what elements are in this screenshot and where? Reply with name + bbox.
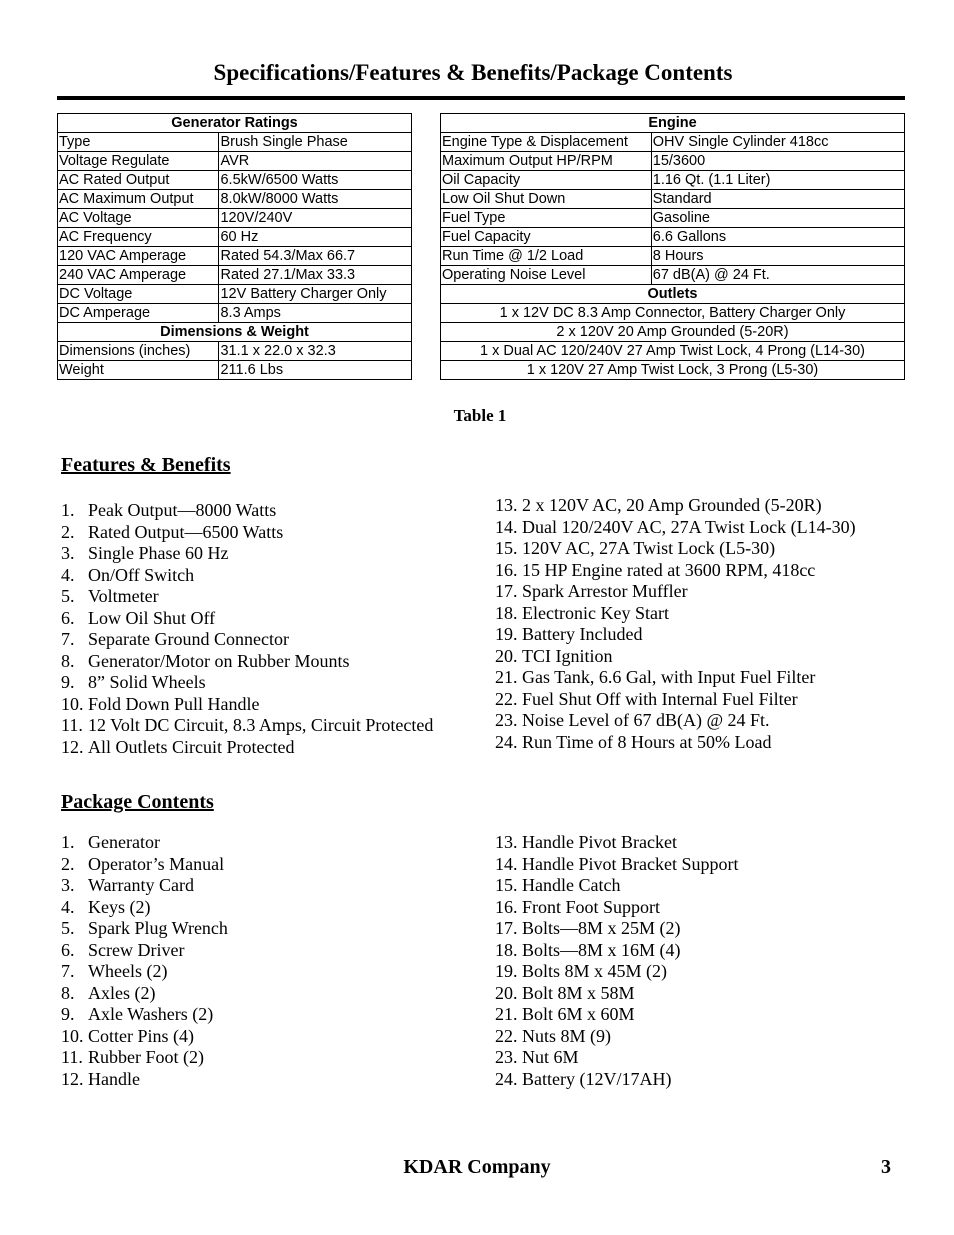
list-item xyxy=(61,543,433,565)
features-heading: Features & Benefits xyxy=(61,454,231,476)
list-item-text: Voltmeter xyxy=(88,586,159,606)
spec-label: 120 VAC Amperage xyxy=(58,247,219,266)
list-item-number: 19. xyxy=(495,624,518,644)
generator-ratings-header: Generator Ratings xyxy=(58,114,412,133)
spec-label: Maximum Output HP/RPM xyxy=(441,152,652,171)
list-item-number: 5. xyxy=(61,918,75,938)
list-item-number: 2. xyxy=(61,853,75,874)
list-item-number: 13. xyxy=(495,495,518,515)
list-item-text: 120V AC, 27A Twist Lock (L5-30) xyxy=(522,538,776,558)
list-item-number: 5. xyxy=(61,586,75,606)
list-item-number: 17. xyxy=(495,581,518,601)
spec-value: Standard xyxy=(651,190,904,209)
list-item-text: Handle Catch xyxy=(522,875,621,895)
list-item-number: 22. xyxy=(495,1025,518,1046)
list-item xyxy=(61,715,433,737)
engine-table xyxy=(440,113,905,380)
list-item-text: Gas Tank, 6.6 Gal, with Input Fuel Filter xyxy=(522,667,816,687)
spec-label: DC Amperage xyxy=(58,304,219,323)
list-item xyxy=(495,710,856,732)
list-item-number: 12. xyxy=(61,736,84,757)
spec-label: AC Frequency xyxy=(58,228,219,247)
spec-label: Fuel Capacity xyxy=(441,228,652,247)
list-item-text: Cotter Pins (4) xyxy=(88,1025,194,1046)
list-item-text: Single Phase 60 Hz xyxy=(88,543,229,563)
list-item-text: 12 Volt DC Circuit, 8.3 Amps, Circuit Protected xyxy=(88,715,434,735)
list-item-number: 15. xyxy=(495,538,518,558)
list-item-text: Peak Output—8000 Watts xyxy=(88,500,277,520)
list-item xyxy=(61,651,433,673)
spec-value: 67 dB(A) @ 24 Ft. xyxy=(651,266,904,285)
list-item xyxy=(61,918,228,940)
list-item-number: 18. xyxy=(495,939,518,960)
list-item-text: Warranty Card xyxy=(88,875,195,895)
list-item-number: 7. xyxy=(61,629,75,649)
list-item-text: Battery (12V/17AH) xyxy=(522,1068,672,1089)
list-item-number: 11. xyxy=(61,1047,83,1067)
list-item xyxy=(495,983,738,1005)
list-item-text: 8” Solid Wheels xyxy=(88,672,206,692)
list-item-number: 1. xyxy=(61,832,75,852)
list-item-text: Bolt 6M x 60M xyxy=(522,1004,635,1024)
list-item-number: 7. xyxy=(61,961,75,981)
spec-label: AC Rated Output xyxy=(58,171,219,190)
table-row xyxy=(441,323,905,342)
spec-value: 6.5kW/6500 Watts xyxy=(219,171,412,190)
spec-value: Gasoline xyxy=(651,209,904,228)
list-item-text: Generator xyxy=(88,832,160,852)
list-item xyxy=(495,624,856,646)
package-list-right xyxy=(495,832,738,1090)
list-item xyxy=(61,694,433,716)
table-header-row xyxy=(58,114,412,133)
list-item-number: 8. xyxy=(61,650,75,671)
table-header-row xyxy=(441,114,905,133)
table-row xyxy=(58,304,412,323)
list-item xyxy=(61,875,228,897)
spec-label: AC Voltage xyxy=(58,209,219,228)
table-row xyxy=(58,228,412,247)
dimensions-weight-header: Dimensions & Weight xyxy=(58,323,412,342)
table-row xyxy=(58,152,412,171)
list-item-text: Bolts—8M x 16M (4) xyxy=(522,939,681,960)
list-item-number: 13. xyxy=(495,832,518,852)
features-list-right xyxy=(495,495,856,753)
spec-label: Fuel Type xyxy=(441,209,652,228)
list-item-number: 23. xyxy=(495,710,518,730)
footer-company: KDAR Company xyxy=(403,1156,551,1178)
list-item-text: Noise Level of 67 dB(A) @ 24 Ft. xyxy=(522,710,770,730)
table-row xyxy=(441,133,905,152)
list-item-text: Electronic Key Start xyxy=(522,602,669,623)
list-item xyxy=(495,875,738,897)
list-item-text: Fold Down Pull Handle xyxy=(88,693,260,714)
package-contents-heading: Package Contents xyxy=(61,791,214,813)
list-item xyxy=(495,918,738,940)
spec-label: 240 VAC Amperage xyxy=(58,266,219,285)
list-item xyxy=(495,603,856,625)
table-row xyxy=(58,342,412,361)
table-header-row xyxy=(58,323,412,342)
spec-value: AVR xyxy=(219,152,412,171)
list-item-number: 19. xyxy=(495,961,518,981)
list-item xyxy=(61,586,433,608)
list-item-number: 14. xyxy=(495,516,518,537)
list-item xyxy=(61,565,433,587)
spec-value: Rated 27.1/Max 33.3 xyxy=(219,266,412,285)
list-item-text: Spark Arrestor Muffler xyxy=(522,581,688,601)
spec-value: Rated 54.3/Max 66.7 xyxy=(219,247,412,266)
list-item-text: Nuts 8M (9) xyxy=(522,1025,611,1046)
spec-value: 8 Hours xyxy=(651,247,904,266)
spec-label: DC Voltage xyxy=(58,285,219,304)
list-item-number: 8. xyxy=(61,982,75,1003)
outlets-header: Outlets xyxy=(441,285,905,304)
list-item xyxy=(495,667,856,689)
list-item-number: 16. xyxy=(495,896,518,917)
table-row xyxy=(441,209,905,228)
list-item xyxy=(61,832,228,854)
list-item-text: Handle Pivot Bracket Support xyxy=(522,853,739,874)
list-item xyxy=(495,1004,738,1026)
list-item xyxy=(495,832,738,854)
list-item xyxy=(61,1047,228,1069)
list-item xyxy=(61,983,228,1005)
list-item-text: Dual 120/240V AC, 27A Twist Lock (L14-30) xyxy=(522,516,856,537)
package-list-left xyxy=(61,832,228,1090)
spec-value: 211.6 Lbs xyxy=(219,361,412,380)
page-title: Specifications/Features & Benefits/Package Contents xyxy=(213,60,733,85)
list-item xyxy=(61,629,433,651)
list-item-number: 2. xyxy=(61,521,75,542)
list-item-text: Separate Ground Connector xyxy=(88,629,289,649)
list-item-number: 16. xyxy=(495,559,518,580)
list-item xyxy=(61,522,433,544)
list-item xyxy=(61,608,433,630)
spec-label: Oil Capacity xyxy=(441,171,652,190)
list-item-number: 24. xyxy=(495,1068,518,1089)
list-item xyxy=(61,854,228,876)
list-item-number: 6. xyxy=(61,939,75,960)
features-list-left xyxy=(61,500,433,758)
list-item-text: Wheels (2) xyxy=(88,961,168,981)
list-item-text: Battery Included xyxy=(522,624,643,644)
list-item-text: Rated Output—6500 Watts xyxy=(88,521,284,542)
table-row xyxy=(441,171,905,190)
list-item-text: Rubber Foot (2) xyxy=(88,1047,204,1067)
list-item xyxy=(61,940,228,962)
list-item-number: 4. xyxy=(61,896,75,917)
list-item-number: 14. xyxy=(495,853,518,874)
table-row xyxy=(58,171,412,190)
list-item-number: 20. xyxy=(495,982,518,1003)
generator-ratings-table xyxy=(57,113,412,380)
list-item-number: 24. xyxy=(495,731,518,752)
table-row xyxy=(441,361,905,380)
outlet-item: 2 x 120V 20 Amp Grounded (5-20R) xyxy=(441,323,905,342)
table-row xyxy=(58,361,412,380)
table-row xyxy=(58,266,412,285)
spec-label: Voltage Regulate xyxy=(58,152,219,171)
list-item xyxy=(495,732,856,754)
table-row xyxy=(58,247,412,266)
table-row xyxy=(441,304,905,323)
table-row xyxy=(58,190,412,209)
list-item xyxy=(495,560,856,582)
spec-value: Brush Single Phase xyxy=(219,133,412,152)
spec-value: 6.6 Gallons xyxy=(651,228,904,247)
list-item-number: 12. xyxy=(61,1068,84,1089)
list-item-text: All Outlets Circuit Protected xyxy=(88,736,295,757)
spec-label: Run Time @ 1/2 Load xyxy=(441,247,652,266)
list-item xyxy=(495,581,856,603)
list-item-number: 9. xyxy=(61,1004,75,1024)
table-header-row xyxy=(441,285,905,304)
list-item xyxy=(61,1069,228,1091)
list-item-number: 6. xyxy=(61,607,75,628)
list-item-number: 3. xyxy=(61,875,75,895)
list-item-text: Fuel Shut Off with Internal Fuel Filter xyxy=(522,688,798,709)
list-item-number: 21. xyxy=(495,667,518,687)
outlet-item: 1 x 12V DC 8.3 Amp Connector, Battery Charger Only xyxy=(441,304,905,323)
list-item-text: Bolts—8M x 25M (2) xyxy=(522,918,681,938)
outlet-item: 1 x Dual AC 120/240V 27 Amp Twist Lock, 4 Prong (L14-30) xyxy=(441,342,905,361)
list-item xyxy=(495,1026,738,1048)
table-row xyxy=(58,133,412,152)
list-item-number: 18. xyxy=(495,602,518,623)
list-item-text: 15 HP Engine rated at 3600 RPM, 418cc xyxy=(522,559,816,580)
list-item-text: Run Time of 8 Hours at 50% Load xyxy=(522,731,772,752)
list-item-number: 17. xyxy=(495,918,518,938)
table-row xyxy=(58,285,412,304)
list-item-text: Keys (2) xyxy=(88,896,151,917)
list-item-text: Axles (2) xyxy=(88,982,156,1003)
list-item-text: Nut 6M xyxy=(522,1047,579,1067)
list-item xyxy=(61,500,433,522)
list-item-number: 10. xyxy=(61,1025,84,1046)
spec-value: 8.0kW/8000 Watts xyxy=(219,190,412,209)
list-item-number: 11. xyxy=(61,715,83,735)
list-item-text: 2 x 120V AC, 20 Amp Grounded (5-20R) xyxy=(522,495,822,515)
list-item xyxy=(495,961,738,983)
list-item-text: Bolts 8M x 45M (2) xyxy=(522,961,668,981)
list-item xyxy=(495,689,856,711)
list-item-number: 22. xyxy=(495,688,518,709)
spec-label: Weight xyxy=(58,361,219,380)
spec-label: Type xyxy=(58,133,219,152)
list-item xyxy=(61,737,433,759)
list-item-number: 10. xyxy=(61,693,84,714)
list-item-text: Axle Washers (2) xyxy=(88,1004,214,1024)
list-item-text: Handle Pivot Bracket xyxy=(522,832,677,852)
list-item-text: TCI Ignition xyxy=(522,645,613,666)
title-rule xyxy=(57,96,905,100)
spec-value: 8.3 Amps xyxy=(219,304,412,323)
table-row xyxy=(441,266,905,285)
list-item-text: Low Oil Shut Off xyxy=(88,607,216,628)
list-item xyxy=(495,495,856,517)
spec-value: 1.16 Qt. (1.1 Liter) xyxy=(651,171,904,190)
list-item xyxy=(495,1069,738,1091)
list-item-text: Generator/Motor on Rubber Mounts xyxy=(88,650,350,671)
spec-value: 12V Battery Charger Only xyxy=(219,285,412,304)
list-item xyxy=(495,517,856,539)
table-row xyxy=(441,228,905,247)
list-item xyxy=(495,538,856,560)
spec-label: AC Maximum Output xyxy=(58,190,219,209)
list-item xyxy=(495,940,738,962)
table-row xyxy=(441,152,905,171)
list-item-text: Spark Plug Wrench xyxy=(88,918,228,938)
spec-label: Dimensions (inches) xyxy=(58,342,219,361)
list-item-text: Handle xyxy=(88,1068,140,1089)
spec-label: Low Oil Shut Down xyxy=(441,190,652,209)
list-item-text: Screw Driver xyxy=(88,939,185,960)
spec-value: 60 Hz xyxy=(219,228,412,247)
list-item-number: 3. xyxy=(61,543,75,563)
list-item-number: 15. xyxy=(495,875,518,895)
list-item xyxy=(61,1004,228,1026)
spec-label: Engine Type & Displacement xyxy=(441,133,652,152)
list-item-text: On/Off Switch xyxy=(88,564,195,585)
table-row xyxy=(441,190,905,209)
list-item xyxy=(495,646,856,668)
list-item-number: 4. xyxy=(61,564,75,585)
list-item-number: 9. xyxy=(61,672,75,692)
spec-label: Operating Noise Level xyxy=(441,266,652,285)
list-item-text: Bolt 8M x 58M xyxy=(522,982,635,1003)
table-row xyxy=(441,342,905,361)
table-row xyxy=(58,209,412,228)
table-caption: Table 1 xyxy=(453,406,507,425)
engine-header: Engine xyxy=(441,114,905,133)
spec-value: 120V/240V xyxy=(219,209,412,228)
spec-value: 15/3600 xyxy=(651,152,904,171)
table-row xyxy=(441,247,905,266)
list-item xyxy=(495,1047,738,1069)
spec-value: OHV Single Cylinder 418cc xyxy=(651,133,904,152)
page-number: 3 xyxy=(881,1156,891,1178)
list-item-text: Front Foot Support xyxy=(522,896,661,917)
list-item xyxy=(61,897,228,919)
list-item xyxy=(61,672,433,694)
spec-value: 31.1 x 22.0 x 32.3 xyxy=(219,342,412,361)
list-item xyxy=(495,854,738,876)
list-item xyxy=(495,897,738,919)
list-item xyxy=(61,961,228,983)
list-item-number: 20. xyxy=(495,645,518,666)
list-item-number: 1. xyxy=(61,500,75,520)
list-item-number: 23. xyxy=(495,1047,518,1067)
list-item xyxy=(61,1026,228,1048)
list-item-text: Operator’s Manual xyxy=(88,853,225,874)
list-item-number: 21. xyxy=(495,1004,518,1024)
outlet-item: 1 x 120V 27 Amp Twist Lock, 3 Prong (L5-30) xyxy=(441,361,905,380)
